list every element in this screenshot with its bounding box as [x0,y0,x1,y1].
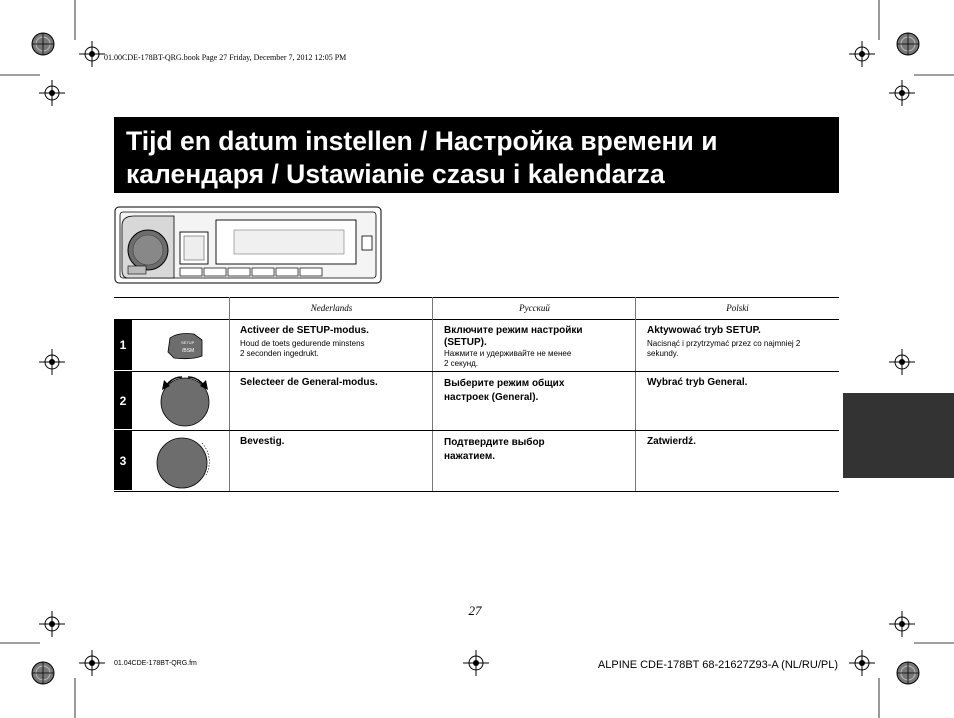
table-row [114,372,839,431]
svg-text:SETUP: SETUP [181,340,195,345]
step3-pl: Zatwierdź. [647,436,696,447]
step2-pl: Wybrać tryb General. [647,377,748,388]
instruction-table [114,297,839,492]
head-unit-illustration-icon [114,206,382,284]
section-tab [843,393,954,478]
page-number: 27 [468,603,482,618]
step1-pl: Aktywować tryb SETUP. Nacisnąć i przytrzymać przez co najmniej 2 sekundy. [647,325,801,358]
page-title [114,117,839,193]
header-russkiy: Русский [519,303,550,313]
step-number: 3 [114,431,132,490]
title-line-2: календаря / Ustawianie czasu i kalendarza [126,159,665,189]
header-nederlands: Nederlands [310,303,353,313]
step-number: 1 [114,320,132,370]
step3-ru: Подтвердите выбор нажатием. [444,437,545,462]
file-info-top: 01.00CDE-178BT-QRG.book Page 27 Friday, December 7, 2012 12:05 PM [104,53,347,62]
table-header [114,297,839,320]
setup-button-icon [164,330,206,362]
step-number: 2 [114,372,132,429]
file-info-bottom: 01.04CDE-178BT-QRG.fm [114,660,197,667]
table-row [114,431,839,492]
step1-nl: Activeer de SETUP-modus. Houd de toets gedurende minstens 2 seconden ingedrukt. [240,325,369,358]
svg-text:/BSM: /BSM [182,348,195,354]
model-footer: ALPINE CDE-178BT 68-21627Z93-A (NL/RU/PL) [597,659,838,671]
table-row [114,320,839,372]
step1-ru: Включите режим настройки (SETUP). Нажмите и удерживайте не менее 2 секунд. [444,325,583,368]
rotary-knob-turn-icon [152,374,218,428]
step2-nl: Selecteer de General-modus. [240,377,378,388]
step3-nl: Bevestig. [240,436,285,447]
rotary-knob-press-icon [154,435,216,489]
title-line-1: Tijd en datum instellen / Настройка времени и [126,126,718,156]
header-polski: Polski [726,303,749,313]
step2-ru: Выберите режим общих настроек (General). [444,378,565,403]
